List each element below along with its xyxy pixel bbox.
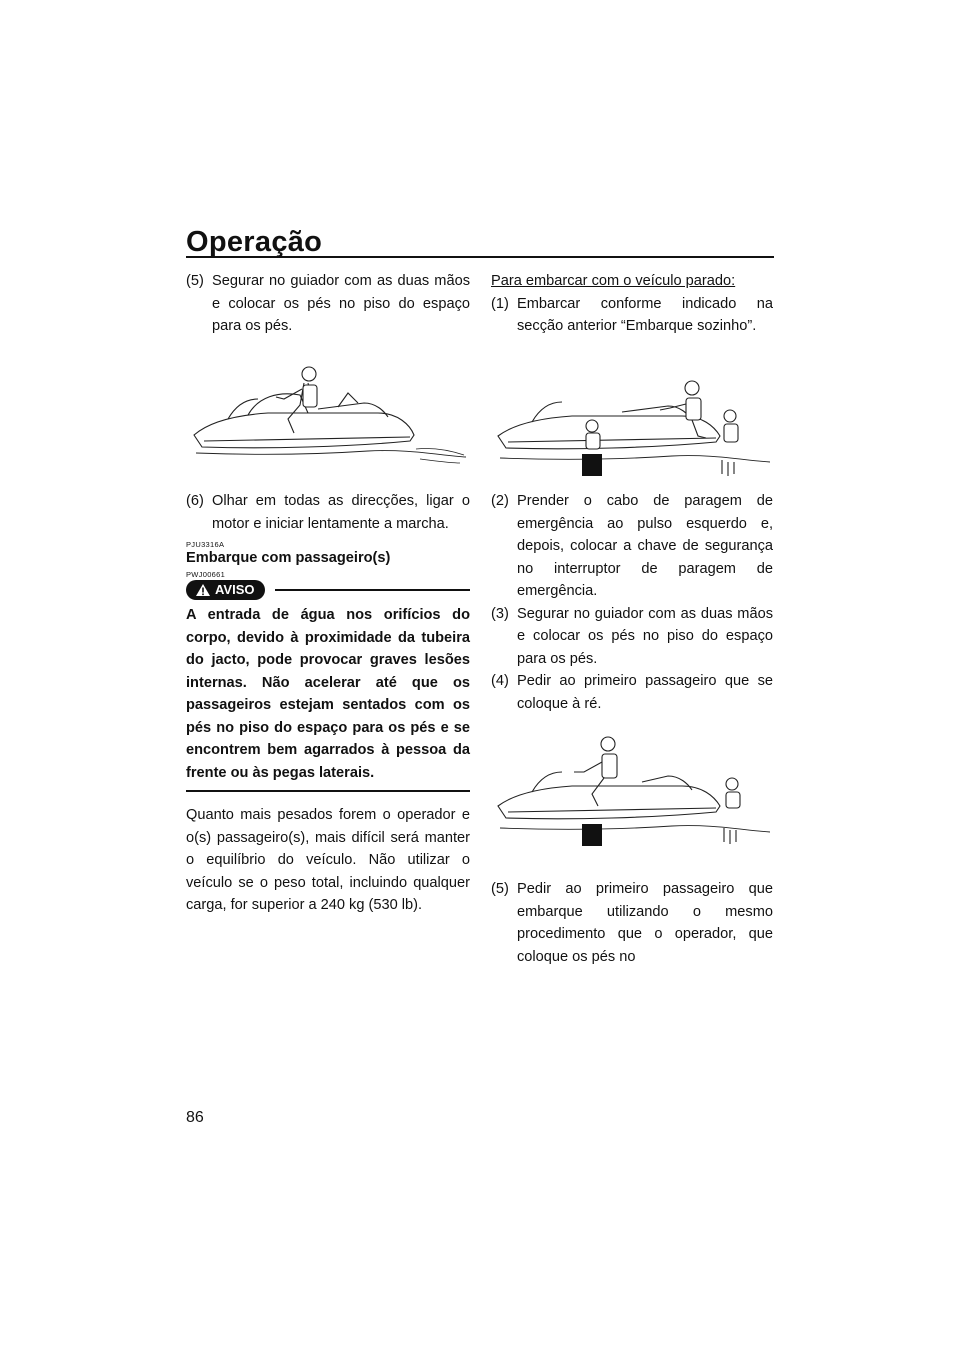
warning-rule: [275, 589, 471, 591]
warning-header: [186, 580, 470, 600]
warning-text: A entrada de água nos orifícios do corpo, devido à proximidade da tubeira do jacto, pode provocar graves lesões internas. Não acelerar até que os passageiros estejam sentados com os pés no piso do espaço para os pés e se encontrem bem agarrados à pessoa da frente ou às pegas laterais.: [186, 607, 470, 781]
step-number: (2): [491, 493, 509, 509]
step-number: (1): [491, 295, 509, 312]
left-step-5: [186, 270, 470, 338]
passenger-at-stern-figure: [492, 732, 774, 850]
step-text: Pedir ao primeiro passageiro que se coloque à ré.: [517, 673, 773, 712]
warning-triangle-icon: [195, 583, 211, 597]
right-steps-2-4: [491, 490, 773, 715]
step-text: Pedir ao primeiro passageiro que embarque utilizando o mesmo procedimento que o operador, que coloque os pés no: [517, 881, 773, 965]
step-number: (3): [491, 605, 509, 622]
page-number: 86: [186, 1109, 204, 1126]
body-paragraph: Quanto mais pesados forem o operador e o(s) passageiro(s), mais difícil será manter o equilíbrio do veículo. Não utilizar o veículo se o peso total, incluindo qualquer carga, for superior a 240 kg (530 lb).: [186, 807, 470, 913]
step-number: (5): [186, 273, 204, 289]
right-top-block: [491, 270, 773, 338]
warning-code: PWJ00661: [186, 570, 226, 579]
passenger-boarding-stern-figure: [492, 378, 774, 480]
warning-label: AVISO: [215, 581, 255, 597]
subheading: Para embarcar com o veículo parado:: [491, 273, 736, 289]
step-number: (6): [186, 493, 204, 509]
step-number: (4): [491, 673, 509, 689]
step-text: Embarcar conforme indicado na secção anterior “Embarque sozinho”.: [517, 295, 773, 334]
right-step-5: [491, 878, 773, 968]
section-code: PJU3316A: [186, 540, 225, 549]
left-step-6: [186, 490, 470, 917]
title-rule: [186, 256, 774, 258]
section-heading: Embarque com passageiro(s): [186, 550, 391, 566]
step-text: Segurar no guiador com as duas mãos e colocar os pés no piso do espaço para os pés.: [517, 605, 773, 667]
step-text: Prender o cabo de paragem de emergência ao pulso esquerdo e, depois, colocar a chave de segurança no interruptor de paragem de emergência.: [517, 493, 773, 599]
page-title: Operação: [186, 226, 323, 258]
step-text: Olhar em todas as direcções, ligar o motor e iniciar lentamente a marcha.: [212, 493, 470, 532]
step-text: Segurar no guiador com as duas mãos e colocar os pés no piso do espaço para os pés.: [212, 273, 470, 334]
warning-end-rule: [186, 790, 470, 792]
warning-badge: [186, 580, 265, 600]
rider-seated-figure: [188, 355, 470, 470]
step-number: (5): [491, 881, 509, 897]
